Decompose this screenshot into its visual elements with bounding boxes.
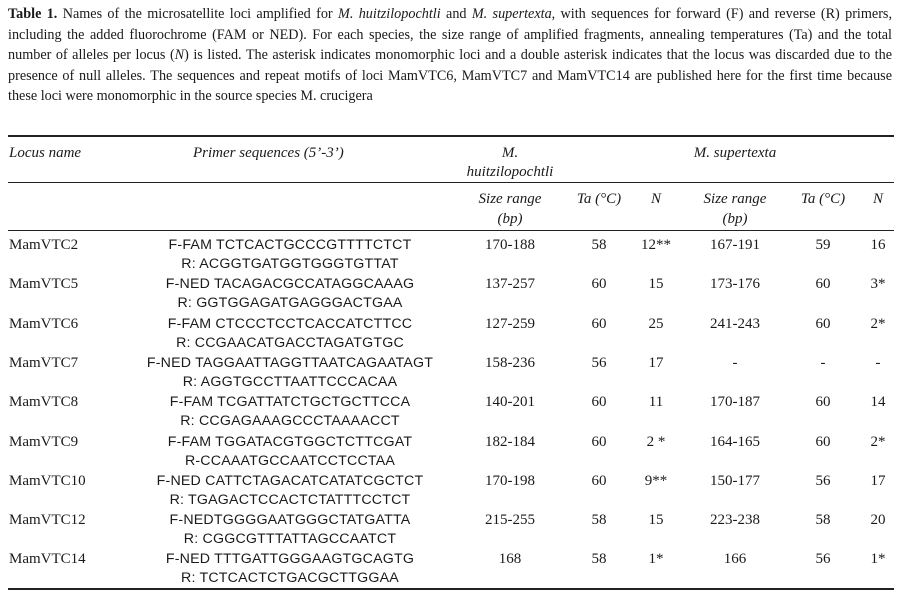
header-species-2: M. supertexta	[693, 145, 777, 161]
forward-primer-cell: F-FAM TGGATACGTGGCTCTTCGAT	[167, 433, 413, 450]
caption-text: and	[440, 6, 472, 22]
forward-primer-cell: F-NED TAGGAATTAGGTTAATCAGAATAGT	[146, 354, 434, 371]
table-caption	[8, 4, 892, 107]
locus-name-cell: MamVTC2	[9, 237, 79, 253]
forward-primer-cell: F-NED TTTGATTGGGAAGTGCAGTG	[165, 551, 415, 568]
header-divider	[8, 182, 894, 183]
ta-1-cell: 60	[591, 315, 607, 332]
ta-2-cell: 59	[815, 237, 831, 253]
ta-1-cell: 60	[591, 394, 607, 411]
allele-count-2-cell: 20	[870, 512, 886, 529]
allele-count-2-cell: 16	[870, 237, 886, 253]
locus-name-cell: MamVTC12	[9, 512, 86, 529]
reverse-primer-cell: R: GGTGGAGATGAGGGACTGAA	[177, 295, 403, 312]
ta-1-cell: 60	[591, 433, 607, 450]
size-range-2-cell: 166	[723, 551, 747, 568]
locus-name-cell: MamVTC6	[9, 315, 79, 332]
forward-primer-cell: F-FAM CTCCCTCCTCACCATCTTCC	[167, 315, 413, 332]
header-species-1-line1: M.	[501, 145, 519, 161]
size-range-2-cell: 167-191	[710, 237, 760, 253]
forward-primer-cell: F-NED CATTCTAGACATCATATCGCTCT	[156, 472, 424, 489]
allele-count-2-cell: 1*	[870, 551, 886, 568]
locus-name-cell: MamVTC7	[9, 354, 79, 371]
size-range-1-cell: 168	[498, 551, 522, 568]
caption-text: ) is listed. The asterisk indicates monomorphic loci and a double asterisk indicates that the locus was discarded due to the presence of null alleles. The sequences and repeat motifs of loci MamVTC6, MamVTC7 and MamVTC14 are published here for the first time because these loci were monomorphic in the source species M. crucigera	[8, 47, 892, 104]
allele-count-1-cell: 25	[648, 315, 664, 332]
locus-name-cell: MamVTC5	[9, 276, 79, 293]
forward-primer-cell: F-NEDTGGGGAATGGGCTATGATTA	[169, 512, 411, 529]
allele-count-2-cell: -	[875, 354, 881, 371]
allele-count-1-cell: 9**	[644, 472, 668, 489]
ta-1-cell: 60	[591, 276, 607, 293]
locus-name-cell: MamVTC14	[9, 551, 86, 568]
forward-primer-cell: F-FAM TCGATTATCTGCTGCTTCCA	[169, 394, 411, 411]
size-range-2-cell: 170-187	[710, 394, 760, 411]
allele-count-2-cell: 2*	[870, 433, 886, 450]
caption-n-symbol: N	[174, 47, 185, 63]
size-range-1-cell: 182-184	[485, 433, 535, 450]
ta-2-cell: 60	[815, 315, 831, 332]
caption-species-1: M. huitzilopochtli	[338, 6, 441, 22]
header-ta-2: Ta (°C)	[800, 191, 846, 207]
header-size-unit-2: (bp)	[722, 211, 748, 227]
allele-count-1-cell: 15	[648, 276, 664, 293]
ta-1-cell: 58	[591, 551, 607, 568]
forward-primer-cell: F-FAM TCTCACTGCCCGTTTTCTCT	[168, 237, 412, 253]
ta-2-cell: -	[820, 354, 826, 371]
allele-count-1-cell: 1*	[648, 551, 664, 568]
allele-count-2-cell: 3*	[870, 276, 886, 293]
allele-count-1-cell: 15	[648, 512, 664, 529]
size-range-2-cell: 173-176	[710, 276, 760, 293]
reverse-primer-cell: R: ACGGTGATGGTGGGTGTTAT	[181, 256, 399, 272]
ta-1-cell: 56	[591, 354, 607, 371]
header-n-2: N	[872, 191, 883, 207]
reverse-primer-cell: R: AGGTGCCTTAATTCCCACAA	[182, 373, 398, 390]
caption-species-2: M. supertexta	[471, 6, 552, 22]
reverse-primer-cell: R: CCGAACATGACCTAGATGTGC	[176, 334, 404, 351]
ta-1-cell: 60	[591, 472, 607, 489]
size-range-1-cell: 170-198	[485, 472, 535, 489]
size-range-1-cell: 140-201	[485, 394, 535, 411]
ta-1-cell: 58	[591, 512, 607, 529]
locus-name-cell: MamVTC8	[9, 394, 79, 411]
ta-2-cell: 58	[815, 512, 831, 529]
locus-name-cell: MamVTC10	[9, 472, 86, 489]
allele-count-1-cell: 12**	[641, 237, 671, 253]
caption-text: Names of the microsatellite loci amplified for	[57, 6, 338, 22]
allele-count-1-cell: 2 *	[646, 433, 666, 450]
ta-1-cell: 58	[591, 237, 607, 253]
header-ta-1: Ta (°C)	[576, 191, 622, 207]
size-range-1-cell: 170-188	[485, 237, 535, 253]
header-n-1: N	[650, 191, 661, 207]
size-range-2-cell: 150-177	[710, 472, 760, 489]
allele-count-2-cell: 2*	[870, 315, 886, 332]
reverse-primer-cell: R-CCAAATGCCAATCCTCCTAA	[184, 452, 396, 469]
reverse-primer-cell: R: CCGAGAAAGCCCTAAAACCT	[180, 413, 400, 430]
locus-name-cell: MamVTC9	[9, 433, 79, 450]
allele-count-2-cell: 17	[870, 472, 886, 489]
header-size-range-2: Size range	[703, 191, 767, 207]
reverse-primer-cell: R: TCTCACTCTGACGCTTGGAA	[181, 570, 399, 587]
reverse-primer-cell: R: TGAGACTCCACTCTATTTCCTCT	[169, 491, 411, 508]
ta-2-cell: 56	[815, 472, 831, 489]
header-bottom-rule	[8, 230, 894, 231]
ta-2-cell: 60	[815, 394, 831, 411]
header-primer-sequences: Primer sequences (5’-3’)	[193, 145, 344, 161]
header-size-range-1: Size range	[478, 191, 542, 207]
ta-2-cell: 60	[815, 276, 831, 293]
allele-count-2-cell: 14	[870, 394, 886, 411]
caption-label: Table 1.	[8, 6, 58, 22]
allele-count-1-cell: 17	[648, 354, 664, 371]
caption-text: , with sequences for forward (F) and reverse (R) primers, including the added fluorochrome (FAM or NED). For each species, the size range of amplified fragments, annealing temperatures (Ta) and the total number of alleles per locus (	[8, 6, 893, 63]
size-range-2-cell: 164-165	[710, 433, 760, 450]
size-range-1-cell: 158-236	[485, 354, 535, 371]
size-range-2-cell: 241-243	[710, 315, 760, 332]
allele-count-1-cell: 11	[648, 394, 664, 411]
size-range-1-cell: 127-259	[485, 315, 535, 332]
size-range-2-cell: 223-238	[710, 512, 760, 529]
header-species-1-line2: huitzilopochtli	[466, 164, 554, 180]
forward-primer-cell: F-NED TACAGACGCCATAGGCAAAG	[165, 276, 415, 293]
reverse-primer-cell: R: CGGCGTTTATTAGCCAATCT	[183, 531, 397, 548]
size-range-2-cell: -	[732, 354, 738, 371]
size-range-1-cell: 137-257	[485, 276, 535, 293]
size-range-1-cell: 215-255	[485, 512, 535, 529]
ta-2-cell: 60	[815, 433, 831, 450]
header-size-unit-1: (bp)	[497, 211, 523, 227]
table-top-rule	[8, 135, 894, 137]
ta-2-cell: 56	[815, 551, 831, 568]
header-locus-name: Locus name	[9, 145, 82, 161]
